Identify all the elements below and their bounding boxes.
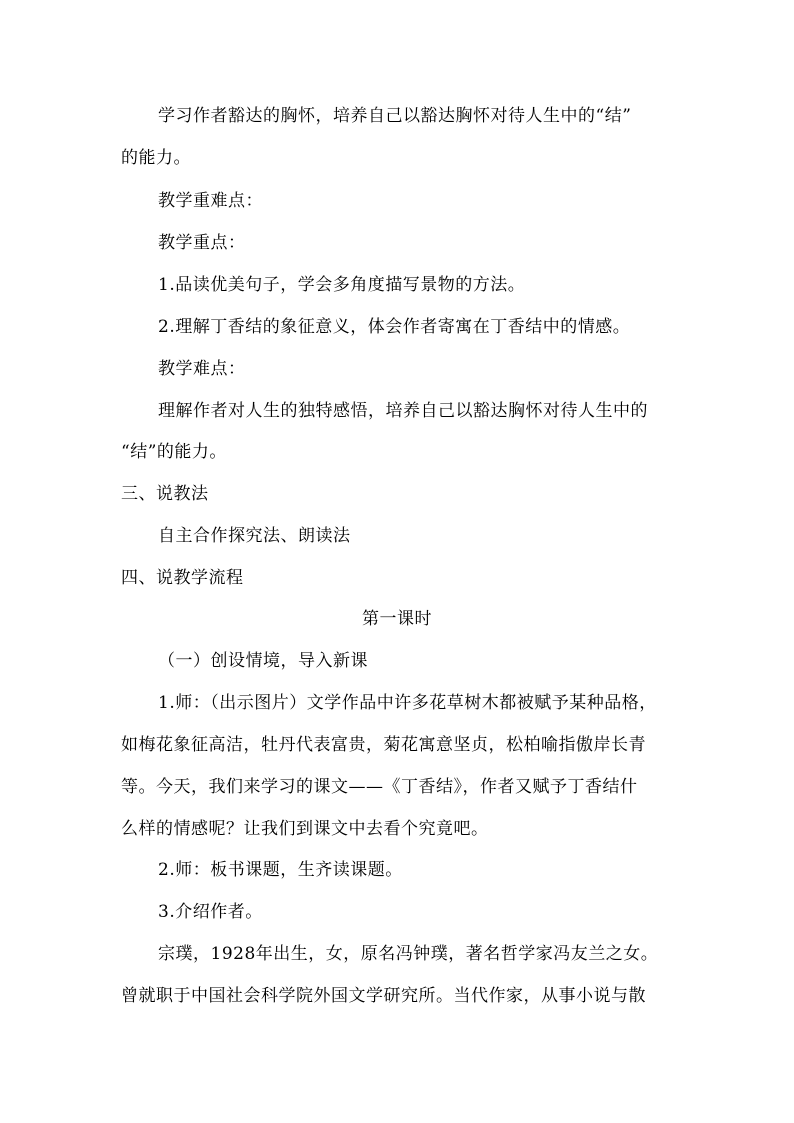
paragraph-line: “结”的能力。	[121, 442, 227, 462]
paragraph-line: 3.介绍作者。	[158, 902, 263, 922]
paragraph-line: 的能力。	[121, 148, 191, 168]
paragraph-line: 等。今天，我们来学习的课文——《丁香结》，作者又赋予丁香结什	[121, 777, 638, 797]
paragraph-line: 理解作者对人生的独特感悟，培养自己以豁达胸怀对待人生中的	[158, 401, 648, 421]
subsection-heading: （一）创设情境，导入新课	[158, 651, 368, 671]
section-heading: 三、说教法	[121, 484, 209, 504]
paragraph-line: 2.师：板书课题，生齐读课题。	[158, 860, 403, 880]
list-item: 1.品读优美句子，学会多角度描写景物的方法。	[158, 275, 526, 295]
section-heading: 教学重难点：	[158, 191, 263, 211]
paragraph-line: 自主合作探究法、朗读法	[158, 526, 351, 546]
section-heading: 四、说教学流程	[121, 568, 244, 588]
lesson-title: 第一课时	[362, 609, 432, 629]
paragraph-line: 曾就职于中国社会科学院外国文学研究所。当代作家，从事小说与散	[121, 986, 646, 1006]
list-item: 2.理解丁香结的象征意义，体会作者寄寓在丁香结中的情感。	[158, 317, 631, 337]
paragraph-line: 么样的情感呢？让我们到课文中去看个究竟吧。	[121, 819, 489, 839]
subsection-heading: 教学难点：	[158, 359, 246, 379]
paragraph-line: 学习作者豁达的胸怀，培养自己以豁达胸怀对待人生中的“结”	[158, 106, 632, 126]
paragraph-line: 1.师：（出示图片）文学作品中许多花草树木都被赋予某种品格，	[158, 693, 657, 713]
paragraph-line: 如梅花象征高洁，牡丹代表富贵，菊花寓意坚贞，松柏喻指傲岸长青	[121, 735, 646, 755]
subsection-heading: 教学重点：	[158, 233, 246, 253]
paragraph-line: 宗璞，1928年出生，女，原名冯钟璞，著名哲学家冯友兰之女。	[158, 944, 659, 964]
